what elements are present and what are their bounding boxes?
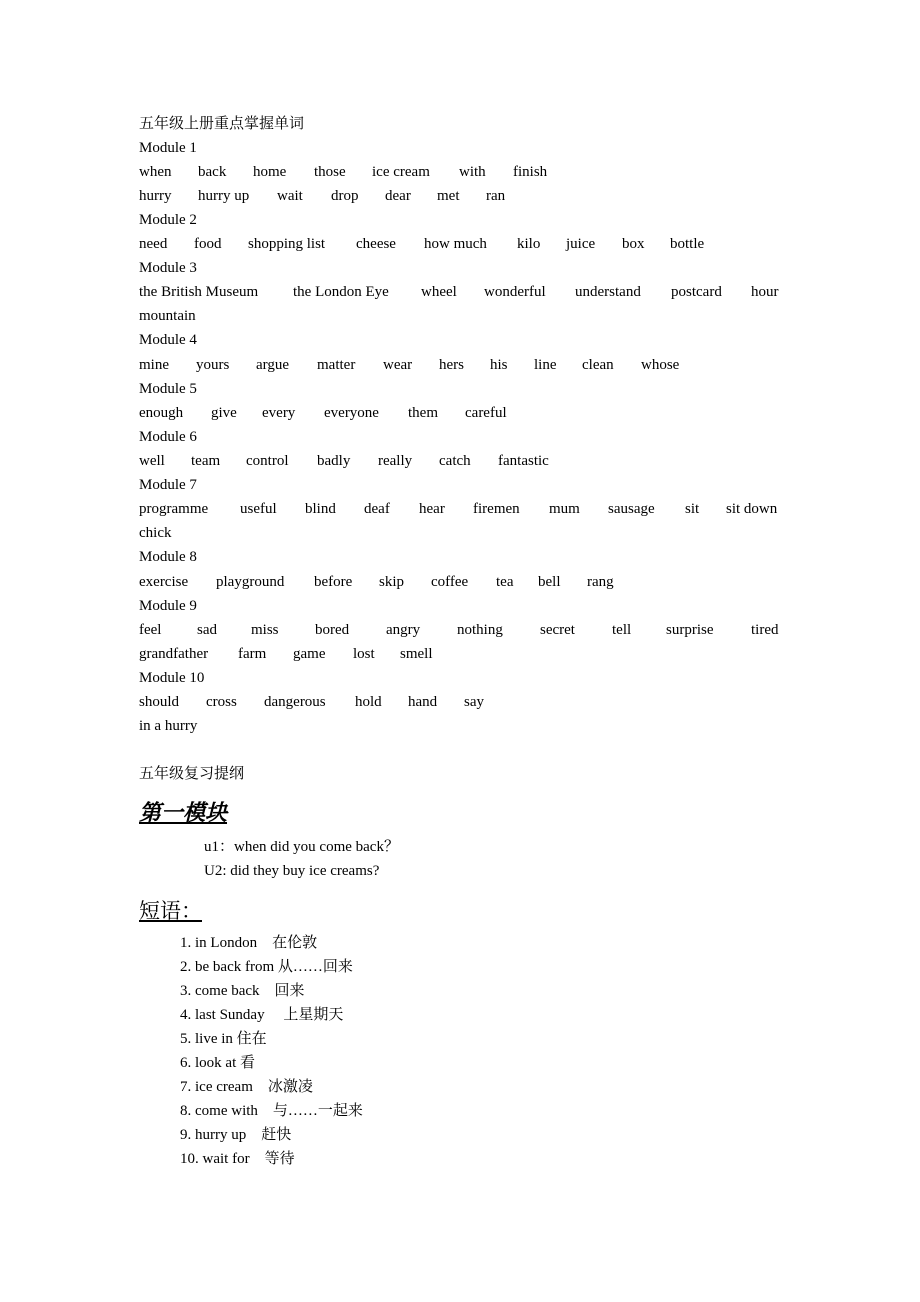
word: sausage bbox=[608, 501, 655, 517]
word: wait bbox=[277, 188, 303, 204]
word: every bbox=[262, 405, 296, 421]
word: with bbox=[459, 164, 486, 180]
word-row bbox=[139, 403, 507, 423]
word: hold bbox=[355, 694, 382, 710]
word: secret bbox=[540, 622, 575, 638]
word: his bbox=[490, 357, 508, 373]
module-label: Module 9 bbox=[139, 598, 197, 614]
word: hand bbox=[408, 694, 438, 710]
word: careful bbox=[465, 405, 507, 421]
word-row bbox=[139, 644, 433, 664]
word: tea bbox=[496, 574, 514, 590]
word-row bbox=[139, 355, 679, 375]
word: skip bbox=[379, 574, 405, 590]
word: them bbox=[408, 405, 438, 421]
phrase-item: 7. ice cream 冰激凌 bbox=[180, 1079, 313, 1095]
word: really bbox=[378, 453, 413, 469]
word: dangerous bbox=[264, 694, 326, 710]
section-heading: 第一模块 bbox=[139, 800, 228, 825]
word: tired bbox=[751, 622, 779, 638]
word: farm bbox=[238, 646, 267, 662]
word: game bbox=[293, 646, 326, 662]
word: angry bbox=[386, 622, 421, 638]
word: well bbox=[139, 453, 165, 469]
word: hour bbox=[751, 284, 779, 300]
word: mum bbox=[549, 501, 580, 517]
word: sad bbox=[197, 622, 217, 638]
word: cross bbox=[206, 694, 237, 710]
word: drop bbox=[331, 188, 359, 204]
word: how much bbox=[424, 236, 487, 252]
word-row bbox=[139, 186, 505, 206]
word: exercise bbox=[139, 574, 189, 590]
word: firemen bbox=[473, 501, 520, 517]
word: those bbox=[314, 164, 346, 180]
word-row bbox=[139, 523, 171, 543]
phrase-item: 10. wait for 等待 bbox=[180, 1151, 295, 1167]
word: team bbox=[191, 453, 221, 469]
module-label: Module 1 bbox=[139, 140, 197, 156]
word: lost bbox=[353, 646, 375, 662]
word: matter bbox=[317, 357, 356, 373]
word: need bbox=[139, 236, 168, 252]
word-row bbox=[139, 499, 777, 519]
word: everyone bbox=[324, 405, 379, 421]
word: before bbox=[314, 574, 353, 590]
word: wonderful bbox=[484, 284, 546, 300]
word: coffee bbox=[431, 574, 469, 590]
word: food bbox=[194, 236, 222, 252]
word: useful bbox=[240, 501, 277, 517]
word: juice bbox=[566, 236, 596, 252]
word-row bbox=[139, 234, 704, 254]
module-label: Module 4 bbox=[139, 332, 197, 348]
word: blind bbox=[305, 501, 336, 517]
word: cheese bbox=[356, 236, 396, 252]
module-label: Module 10 bbox=[139, 670, 205, 686]
word: argue bbox=[256, 357, 290, 373]
word-row bbox=[139, 306, 196, 326]
word: bottle bbox=[670, 236, 705, 252]
word: hear bbox=[419, 501, 445, 517]
word: control bbox=[246, 453, 289, 469]
phrase-item: 9. hurry up 赶快 bbox=[180, 1127, 292, 1143]
word: the British Museum bbox=[139, 284, 259, 300]
word: ice cream bbox=[372, 164, 430, 180]
word: when bbox=[139, 164, 172, 180]
word: sit bbox=[685, 501, 700, 517]
phrase-item: 5. live in 住在 bbox=[180, 1031, 267, 1047]
word-row bbox=[139, 572, 614, 592]
word: yours bbox=[196, 357, 230, 373]
word: deaf bbox=[364, 501, 390, 517]
phrase-item: 6. look at 看 bbox=[180, 1055, 255, 1071]
module-label: Module 7 bbox=[139, 477, 197, 493]
word: in a hurry bbox=[139, 718, 198, 734]
word: miss bbox=[251, 622, 279, 638]
phrase-item: 8. come with 与……一起来 bbox=[180, 1103, 363, 1119]
word: should bbox=[139, 694, 180, 710]
word: postcard bbox=[671, 284, 722, 300]
word: catch bbox=[439, 453, 471, 469]
word-row bbox=[139, 162, 547, 182]
word: wear bbox=[383, 357, 413, 373]
word: wheel bbox=[421, 284, 457, 300]
word-row bbox=[139, 620, 779, 640]
word: line bbox=[534, 357, 557, 373]
word: bell bbox=[538, 574, 561, 590]
word: mountain bbox=[139, 308, 196, 324]
word: rang bbox=[587, 574, 614, 590]
word: dear bbox=[385, 188, 411, 204]
module-label: Module 2 bbox=[139, 212, 197, 228]
word-row bbox=[139, 716, 197, 736]
word: smell bbox=[400, 646, 433, 662]
module-label: Module 3 bbox=[139, 260, 197, 276]
word: ran bbox=[486, 188, 506, 204]
unit-line: U2: did they buy ice creams? bbox=[204, 863, 380, 879]
word: enough bbox=[139, 405, 184, 421]
phrase-item: 4. last Sunday 上星期天 bbox=[180, 1007, 344, 1023]
word: say bbox=[464, 694, 484, 710]
word: give bbox=[211, 405, 237, 421]
word: box bbox=[622, 236, 645, 252]
word: the London Eye bbox=[293, 284, 389, 300]
module-label: Module 5 bbox=[139, 381, 197, 397]
word: bored bbox=[315, 622, 350, 638]
word: shopping list bbox=[248, 236, 326, 252]
word: chick bbox=[139, 525, 172, 541]
module-label: Module 6 bbox=[139, 429, 197, 445]
unit-line: u1：when did you come back？ bbox=[204, 839, 399, 855]
phrase-item: 1. in London 在伦敦 bbox=[180, 935, 318, 951]
word: kilo bbox=[517, 236, 541, 252]
phrase-item: 3. come back 回来 bbox=[180, 983, 305, 999]
word-row bbox=[139, 692, 484, 712]
word: badly bbox=[317, 453, 351, 469]
vocab-title: 五年级上册重点掌握单词 bbox=[139, 116, 305, 132]
word: feel bbox=[139, 622, 162, 638]
word: hurry bbox=[139, 188, 172, 204]
word: mine bbox=[139, 357, 169, 373]
word: hurry up bbox=[198, 188, 250, 204]
word: nothing bbox=[457, 622, 503, 638]
word: clean bbox=[582, 357, 614, 373]
word: fantastic bbox=[498, 453, 549, 469]
word: sit down bbox=[726, 501, 778, 517]
word: surprise bbox=[666, 622, 714, 638]
review-title: 五年级复习提纲 bbox=[139, 766, 245, 782]
phrases-heading: 短语： bbox=[139, 899, 202, 923]
word: grandfather bbox=[139, 646, 209, 662]
word: tell bbox=[612, 622, 632, 638]
word: home bbox=[253, 164, 287, 180]
word: understand bbox=[575, 284, 641, 300]
word: met bbox=[437, 188, 460, 204]
phrase-item: 2. be back from 从……回来 bbox=[180, 959, 353, 975]
word: programme bbox=[139, 501, 209, 517]
word: whose bbox=[641, 357, 680, 373]
word: back bbox=[198, 164, 227, 180]
word: finish bbox=[513, 164, 548, 180]
word: playground bbox=[216, 574, 285, 590]
word-row bbox=[139, 451, 549, 471]
word-row bbox=[139, 282, 779, 302]
module-label: Module 8 bbox=[139, 549, 197, 565]
word: hers bbox=[439, 357, 464, 373]
